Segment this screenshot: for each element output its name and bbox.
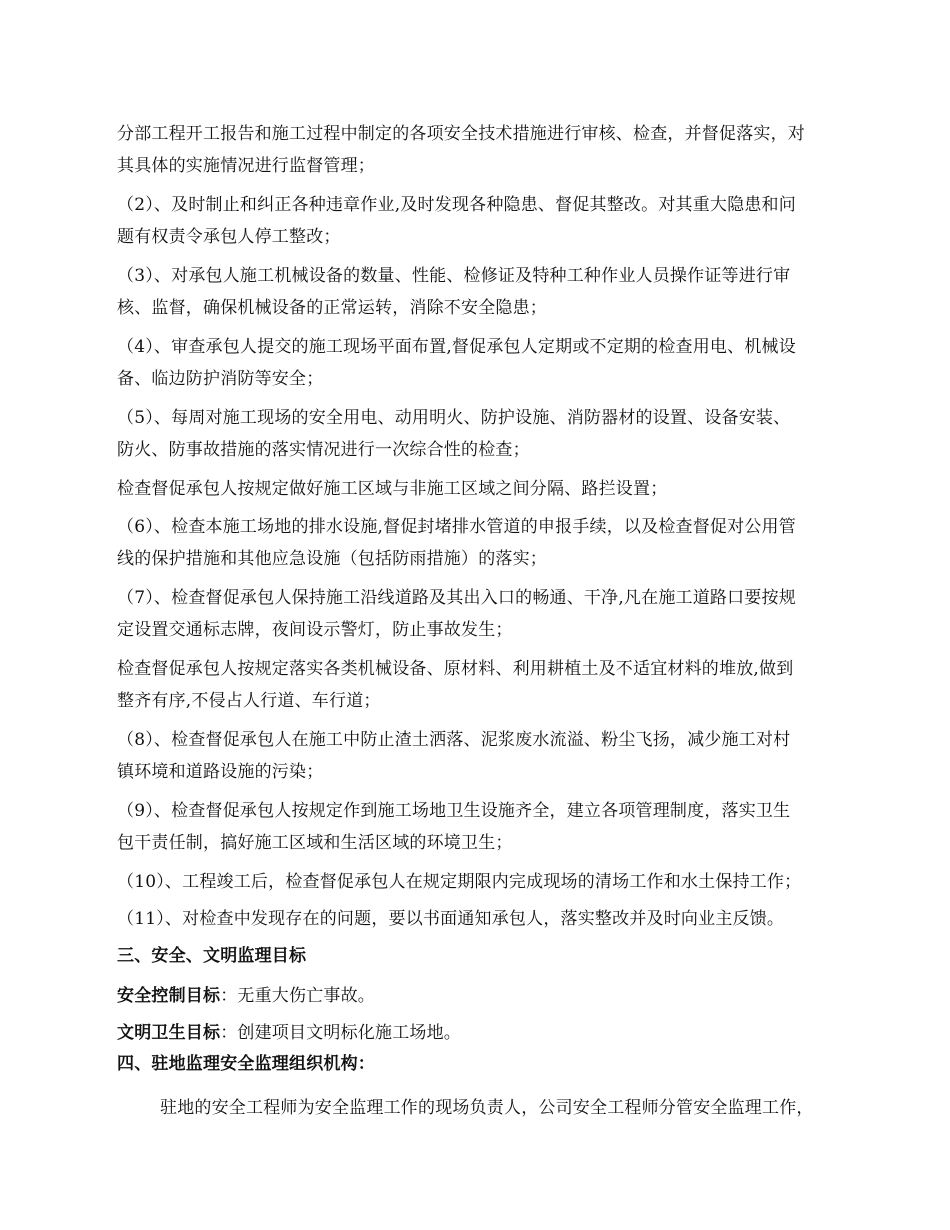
section-4-body: 驻地的安全工程师为安全监理工作的现场负责人，公司安全工程师分管安全监理工作，: [160, 1098, 814, 1118]
paragraph-line: 防火、防事故措施的落实情况进行一次综合性的检查；: [117, 440, 530, 460]
civil-goal-line: [117, 1021, 461, 1045]
paragraph-line: 分部工程开工报告和施工过程中制定的各项安全技术措施进行审核、检查，并督促落实，对: [117, 124, 805, 144]
safety-goal-text: ：无重大伤亡事故。: [220, 986, 376, 1006]
paragraph-line: （7）、检查督促承包人保持施工沿线道路及其出入口的畅通、干净,凡在施工道路口要按规: [117, 588, 796, 608]
section-4-heading: 四、驻地监理安全监理组织机构：: [117, 1054, 375, 1074]
paragraph-line: 题有权责令承包人停工整改；: [117, 227, 341, 247]
paragraph-line: 检查督促承包人按规定落实各类机械设备、原材料、利用耕植土及不适宜材料的堆放,做到: [117, 659, 794, 679]
paragraph-line: （4）、审查承包人提交的施工现场平面布置,督促承包人定期或不定期的检查用电、机械设: [117, 337, 796, 357]
paragraph-line: （2）、及时制止和纠正各种违章作业,及时发现各种隐患、督促其整改。对其重大隐患和问: [117, 195, 796, 215]
paragraph-line: （9）、检查督促承包人按规定作到施工场地卫生设施齐全，建立各项管理制度，落实卫生: [117, 801, 791, 821]
paragraph-line: 整齐有序,不侵占人行道、车行道；: [117, 691, 381, 711]
paragraph-line: 其具体的实施情况进行监督管理；: [117, 156, 375, 176]
section-3-heading: 三、安全、文明监理目标: [117, 946, 307, 966]
paragraph-line: 备、临边防护消防等安全；: [117, 369, 324, 389]
paragraph-line: （11）、对检查中发现存在的问题，要以书面通知承包人，落实整改并及时向业主反馈。: [117, 909, 785, 929]
paragraph-line: 线的保护措施和其他应急设施（包括防雨措施）的落实；: [117, 549, 547, 569]
paragraph-line: 核、监督，确保机械设备的正常运转，消除不安全隐患；: [117, 298, 547, 318]
paragraph-line: 定设置交通标志牌，夜间设示警灯，防止事故发生；: [117, 620, 513, 640]
paragraph-line: （5）、每周对施工现场的安全用电、动用明火、防护设施、消防器材的设置、设备安装、: [117, 408, 791, 428]
safety-goal-line: [117, 984, 375, 1008]
paragraph-line: （3）、对承包人施工机械设备的数量、性能、检修证及特种工种作业人员操作证等进行审: [117, 266, 791, 286]
paragraph-line: 检查督促承包人按规定做好施工区域与非施工区域之间分隔、路拦设置；: [117, 479, 668, 499]
safety-goal-label: 安全控制目标: [117, 986, 221, 1006]
paragraph-line: （6）、检查本施工场地的排水设施,督促封堵排水管道的申报手续，以及检查督促对公用管: [117, 517, 796, 537]
paragraph-line: （8）、检查督促承包人在施工中防止渣土洒落、泥浆废水流溢、粉尘飞扬，减少施工对村: [117, 730, 791, 750]
civil-goal-text: ：创建项目文明标化施工场地。: [220, 1023, 462, 1043]
paragraph-line: （10）、工程竣工后，检查督促承包人在规定期限内完成现场的清场工作和水土保持工作；: [117, 872, 802, 892]
paragraph-line: 包干责任制，搞好施工区域和生活区域的环境卫生；: [117, 833, 513, 853]
paragraph-line: 镇环境和道路设施的污染；: [117, 762, 324, 782]
civil-goal-label: 文明卫生目标: [117, 1023, 221, 1043]
